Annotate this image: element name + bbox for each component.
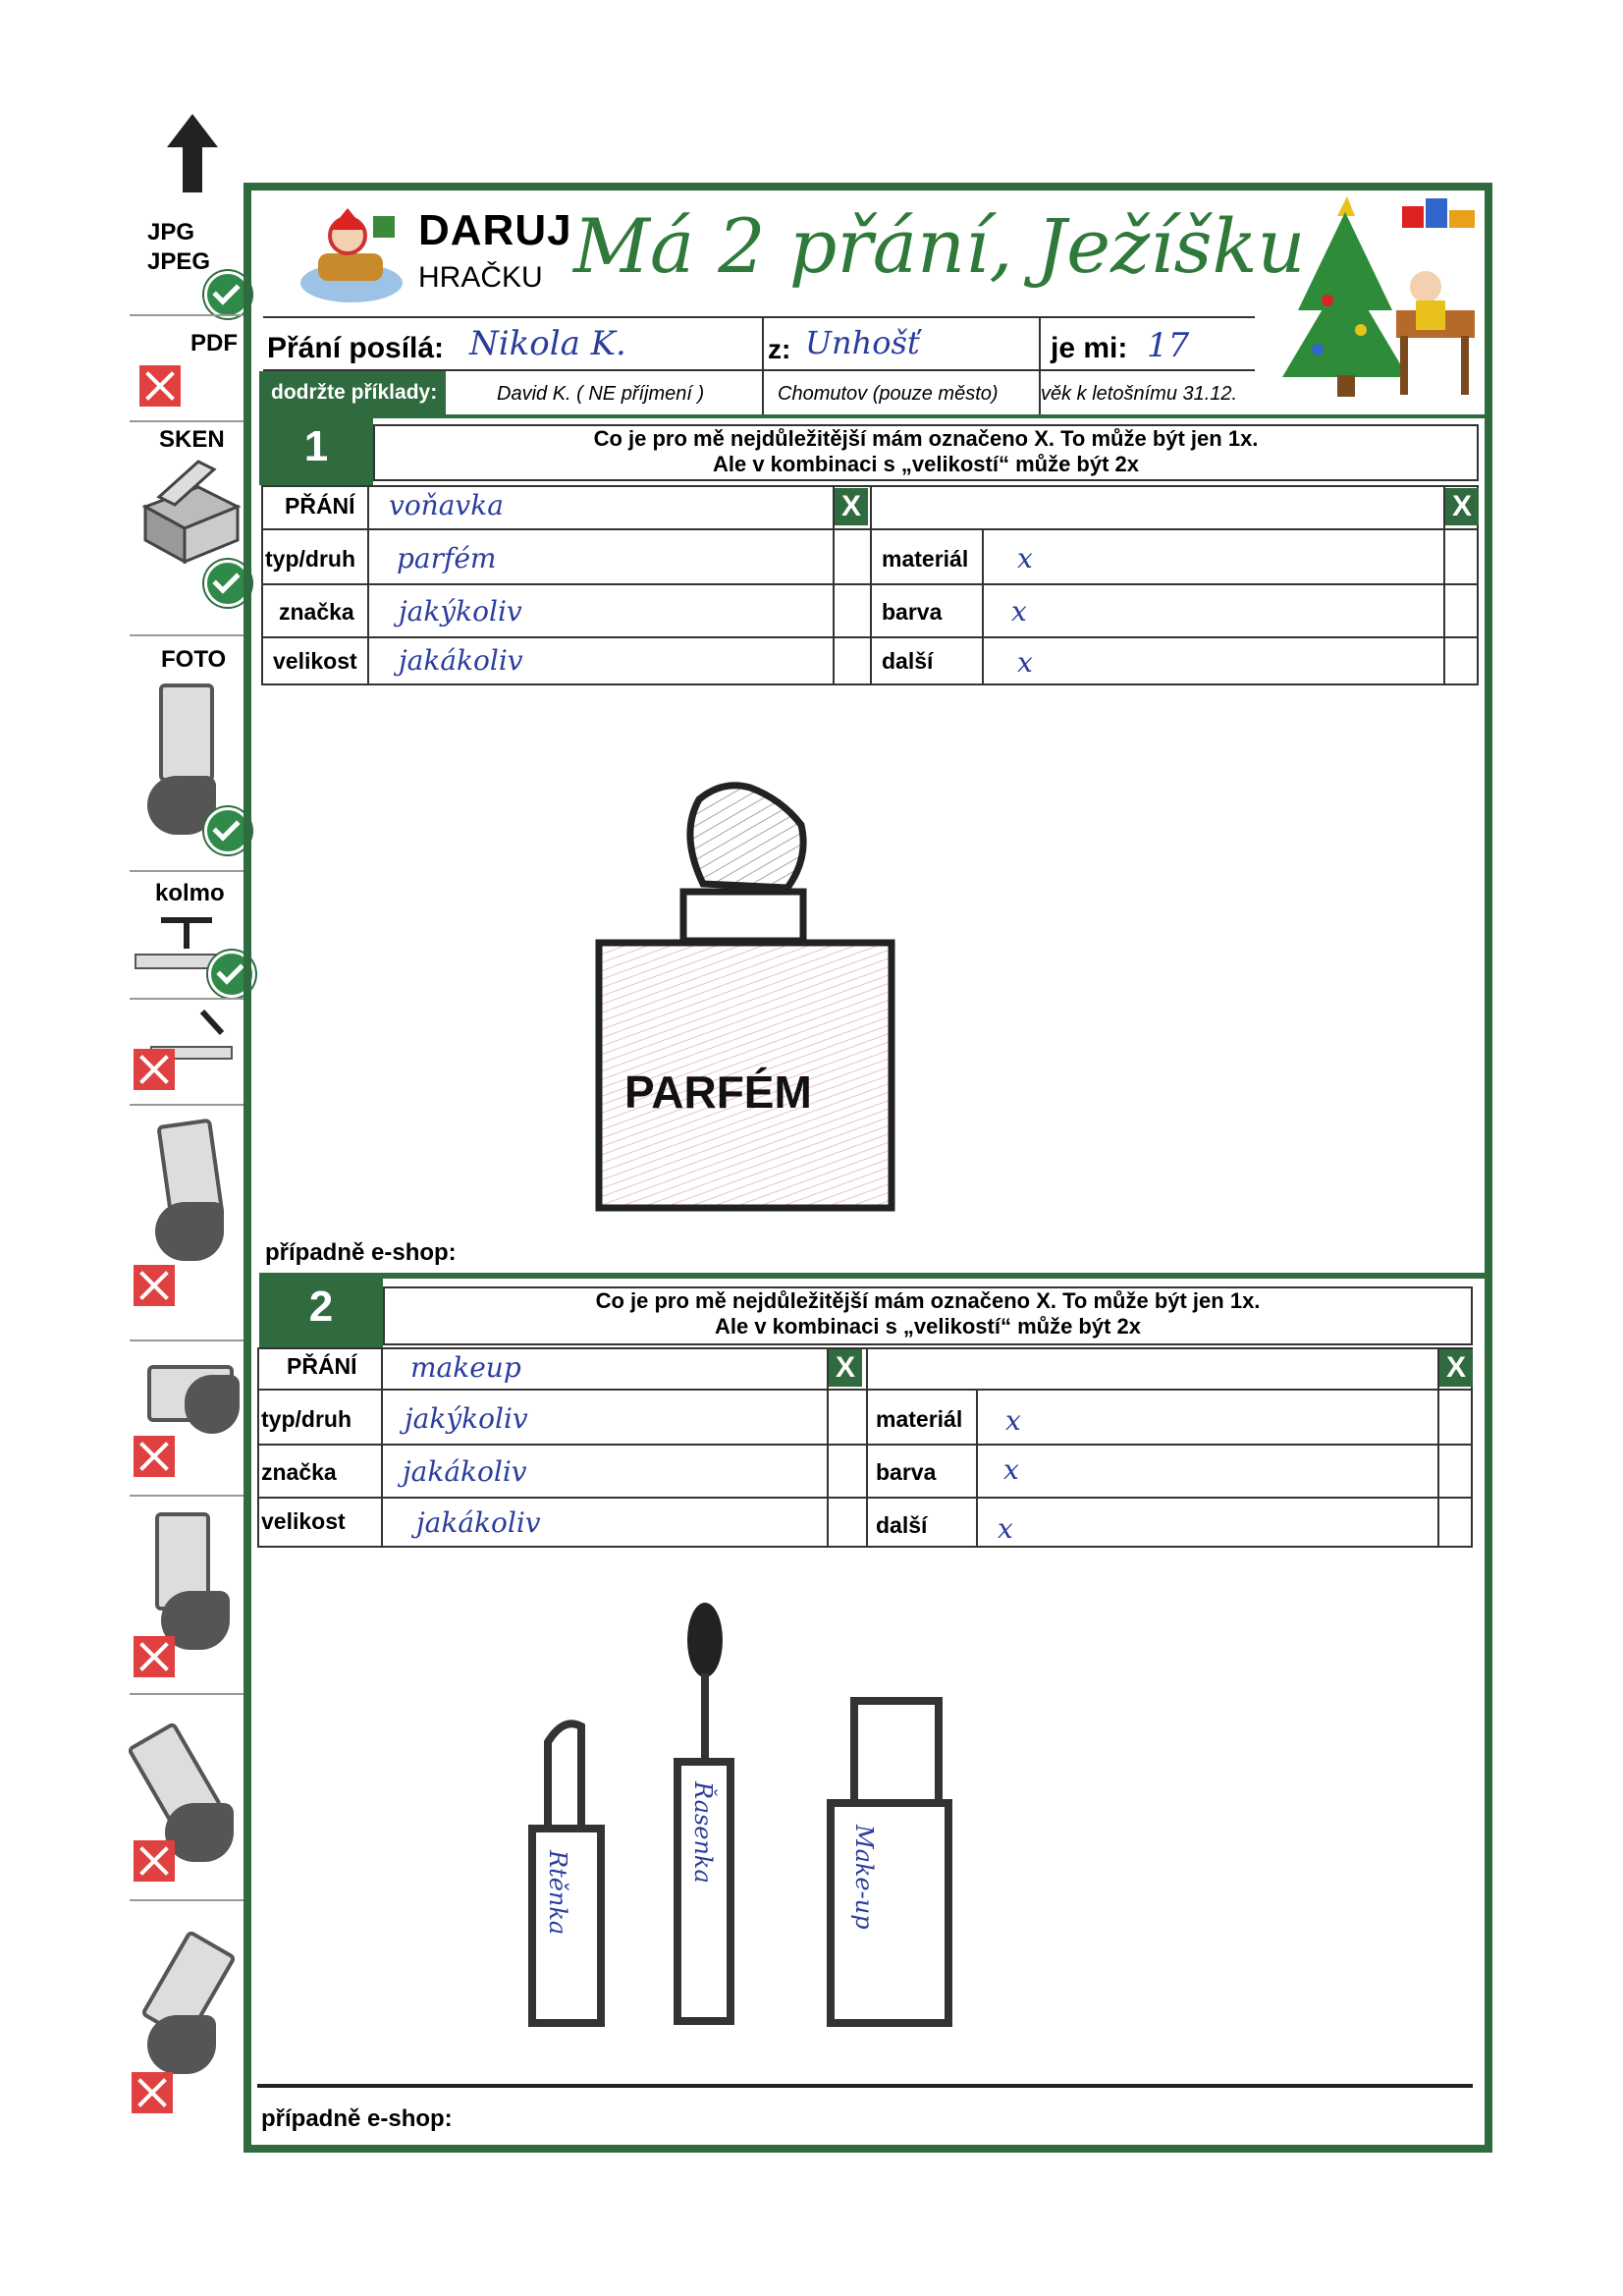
cross-icon — [139, 365, 181, 407]
example-name: David K. ( NE příjmení ) — [497, 383, 705, 405]
wish-2-number: 2 — [308, 1283, 334, 1331]
page-title: Má 2 přání, Ježíšku — [573, 202, 1306, 290]
wish-2-value-brand: jakákoliv — [403, 1455, 527, 1488]
mascara-label: Řasenka — [689, 1781, 717, 1884]
wish-2-eshop-label: případně e-shop: — [261, 2105, 453, 2132]
from-value: Nikola K. — [469, 324, 626, 363]
wish-1-value-type: parfém — [397, 542, 497, 574]
wish-2-label-brand: značka — [261, 1459, 337, 1485]
cross-icon — [132, 2072, 173, 2113]
wish-2-value-wish: makeup — [410, 1351, 521, 1384]
santa-logo-icon — [297, 202, 405, 304]
logo-daruj: DARUJ — [418, 206, 572, 254]
hand-icon — [147, 2015, 216, 2074]
foundation-label: Make-up — [850, 1825, 878, 1930]
wish-1-rule-line1: Co je pro mě nejdůležitější mám označeno X. To může být jen 1x. — [593, 426, 1259, 451]
wish-2-x-mark-right: X — [1439, 1349, 1473, 1387]
hand-icon — [165, 1803, 234, 1862]
wish-2-x-mark-left: X — [829, 1349, 862, 1387]
wish-1-value-size: jakákoliv — [399, 644, 523, 677]
cross-icon — [134, 1636, 175, 1677]
hand-icon — [185, 1375, 240, 1434]
sidebar-label-pdf: PDF — [190, 330, 238, 356]
wish-1-eshop-label: případně e-shop: — [265, 1239, 457, 1266]
wish-2-label-other: další — [876, 1512, 928, 1538]
wish-1-value-wish: voňavka — [389, 489, 504, 521]
wish-2-rule-line2: Ale v kombinaci s „velikostí“ může být 2x — [714, 1314, 1142, 1339]
wish-2-value-material: x — [1005, 1404, 1021, 1437]
wish-2-value-size: jakákoliv — [416, 1506, 541, 1539]
sidebar-label-kolmo: kolmo — [155, 880, 225, 906]
wish-2-value-other: x — [998, 1512, 1013, 1545]
wish-1-value-material: x — [1017, 542, 1033, 574]
wish-1-label-size: velikost — [273, 648, 357, 674]
cross-icon — [134, 1436, 175, 1477]
wish-1-x-mark-right: X — [1445, 488, 1479, 525]
sidebar-label-jpg: JPG JPEG — [147, 219, 211, 275]
place-value: Unhošť — [805, 324, 920, 361]
examples-label: dodržte příklady: — [271, 381, 438, 404]
place-label: z: — [768, 334, 791, 364]
example-age: věk k letošnímu 31.12. — [1041, 383, 1238, 405]
lipstick-label: Rtěnka — [544, 1850, 571, 1936]
wish-1-label-brand: značka — [279, 599, 354, 625]
cross-icon — [134, 1049, 175, 1090]
wish-2-label-wish: PŘÁNÍ — [287, 1353, 357, 1379]
age-value: 17 — [1147, 326, 1190, 365]
wish-1-label-color: barva — [882, 599, 943, 625]
wish-2-rule-line1: Co je pro mě nejdůležitější mám označeno X. To může být jen 1x. — [595, 1288, 1261, 1313]
up-arrow-icon — [165, 112, 220, 194]
wish-1-label-material: materiál — [882, 546, 969, 572]
wish-1-value-other: x — [1017, 646, 1033, 679]
christmas-tree-icon — [1259, 192, 1485, 412]
makeup-drawing — [518, 1593, 966, 2037]
scanner-icon — [139, 458, 242, 566]
phone-icon — [159, 683, 214, 782]
example-place: Chomutov (pouze město) — [778, 383, 999, 405]
perfume-drawing — [585, 776, 909, 1216]
wish-1-label-other: další — [882, 648, 934, 674]
wish-1-x-mark-left: X — [835, 488, 868, 525]
from-label: Přání posílá: — [267, 332, 445, 364]
wish-2-label-color: barva — [876, 1459, 937, 1485]
perfume-drawing-label: PARFÉM — [624, 1066, 812, 1118]
age-label: je mi: — [1051, 332, 1128, 364]
wish-2-value-color: x — [1003, 1453, 1019, 1486]
wish-1-rule-line2: Ale v kombinaci s „velikostí“ může být 2x — [712, 452, 1140, 476]
hand-icon — [155, 1202, 224, 1261]
logo-hracku: HRAČKU — [418, 261, 543, 294]
cross-icon — [134, 1840, 175, 1882]
wish-2-label-material: materiál — [876, 1406, 963, 1432]
wish-1-number: 1 — [303, 422, 329, 470]
sidebar-label-sken: SKEN — [159, 426, 225, 453]
wish-1-label-wish: PŘÁNÍ — [285, 493, 355, 519]
wish-2-value-type: jakýkoliv — [405, 1402, 528, 1435]
wish-1-value-brand: jakýkoliv — [399, 595, 522, 628]
sidebar-label-foto: FOTO — [161, 646, 227, 673]
wish-1-value-color: x — [1011, 595, 1027, 628]
cross-icon — [134, 1265, 175, 1306]
wish-2-label-size: velikost — [261, 1508, 346, 1534]
wish-1-label-type: typ/druh — [265, 546, 355, 572]
wish-2-label-type: typ/druh — [261, 1406, 352, 1432]
